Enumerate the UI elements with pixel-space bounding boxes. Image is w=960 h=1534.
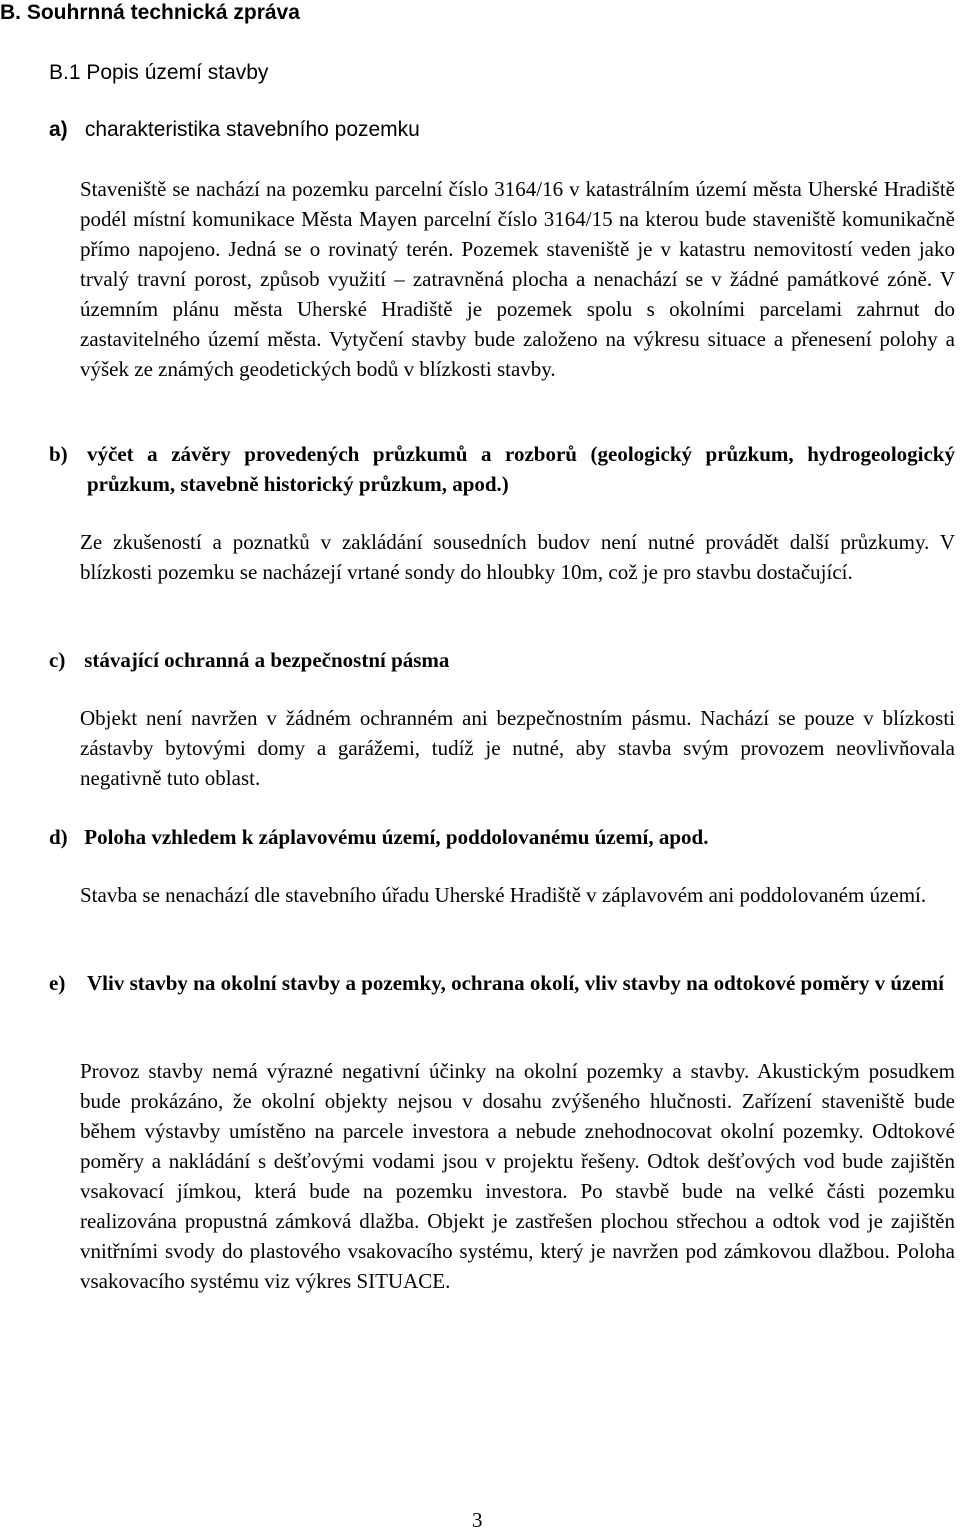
section-a-letter: a): [49, 118, 68, 141]
section-c-heading-text: stávající ochranná a bezpečnostní pásma: [84, 648, 450, 672]
section-d-heading: [49, 822, 955, 852]
section-e-heading-text: Vliv stavby na okolní stavby a pozemky, ochrana okolí, vliv stavby na odtokové poměry v území: [87, 971, 944, 995]
section-e-heading: [49, 968, 955, 998]
section-c-body: Objekt není navržen v žádném ochranném ani bezpečnostním pásmu. Nachází se pouze v blízkosti zástavby bytovými domy a garážemi, tudíž je nutné, aby stavba svým provozem neovlivňovala negativně tuto oblast.: [80, 706, 955, 790]
section-d-letter: d): [49, 825, 68, 849]
section-e-letter: e): [49, 971, 66, 995]
section-e-body: Provoz stavby nemá výrazné negativní účinky na okolní pozemky a stavby. Akustickým posudkem bude prokázáno, že okolní objekty nejsou v dosahu zvýšeného hlučnosti. Zařízení staveniště bude během výstavby umístěno na parcele investora a nebude znehodnocovat okolní pozemky. Odtokové poměry a nakládání s dešťovými vodami jsou v projektu řešeny. Odtok dešťových vod bude zajištěn vsakovací jímkou, která bude na pozemku investora. Po stavbě bude na velké části pozemku realizována propustná zámková dlažba. Objekt je zastřešen plochou střechou a odtok vod je zajištěn vnitřními svody do plastového vsakovacího systému, který je navržen pod zámkovou dlažbou. Poloha vsakovacího systému viz výkres SITUACE.: [80, 1059, 955, 1293]
section-a-body: Staveniště se nachází na pozemku parcelní číslo 3164/16 v katastrálním území města Uherské Hradiště podél místní komunikace Města Mayen parcelní číslo 3164/15 na kterou bude staveniště komunikačně přímo napojeno. Jedná se o rovinatý terén. Pozemek staveniště je v katastru nemovitostí veden jako trvalý travní porost, způsob využití – zatravněná plocha a nenachází se v žádné památkové zóně. V územním plánu města Uherské Hradiště je pozemek spolu s okolními parcelami zahrnut do zastavitelného území města. Vytyčení stavby bude založeno na výkresu situace a přenesení polohy a výšek ze známých geodetických bodů v blízkosti stavby.: [80, 177, 955, 381]
page-number: 3: [472, 1508, 483, 1532]
section-b-heading-text: výčet a závěry provedených průzkumů a rozborů (geologický průzkum, hydrogeologický průzkum, stavebně historický průzkum, apod.): [87, 442, 955, 496]
section-a-heading: [49, 115, 955, 145]
section-d-body: Stavba se nenachází dle stavebního úřadu Uherské Hradiště v záplavovém ani poddolovaném území.: [80, 883, 927, 907]
section-d-heading-text: Poloha vzhledem k záplavovému území, poddolovanému území, apod.: [84, 825, 709, 849]
section-a-heading-text: charakteristika stavebního pozemku: [84, 118, 420, 141]
section-b-body: Ze zkušeností a poznatků v zakládání sousedních budov není nutné provádět další průzkumy. V blízkosti pozemku se nacházejí vrtané sondy do hloubky 10m, což je pro stavbu dostačující.: [80, 530, 955, 584]
section-b-letter: b): [49, 442, 68, 466]
section-c-heading: [49, 645, 955, 675]
section-c-letter: c): [49, 648, 66, 672]
section-b-heading: [49, 439, 955, 499]
document-title: B. Souhrnná technická zpráva: [0, 1, 300, 24]
section-title: B.1 Popis území stavby: [49, 61, 269, 84]
